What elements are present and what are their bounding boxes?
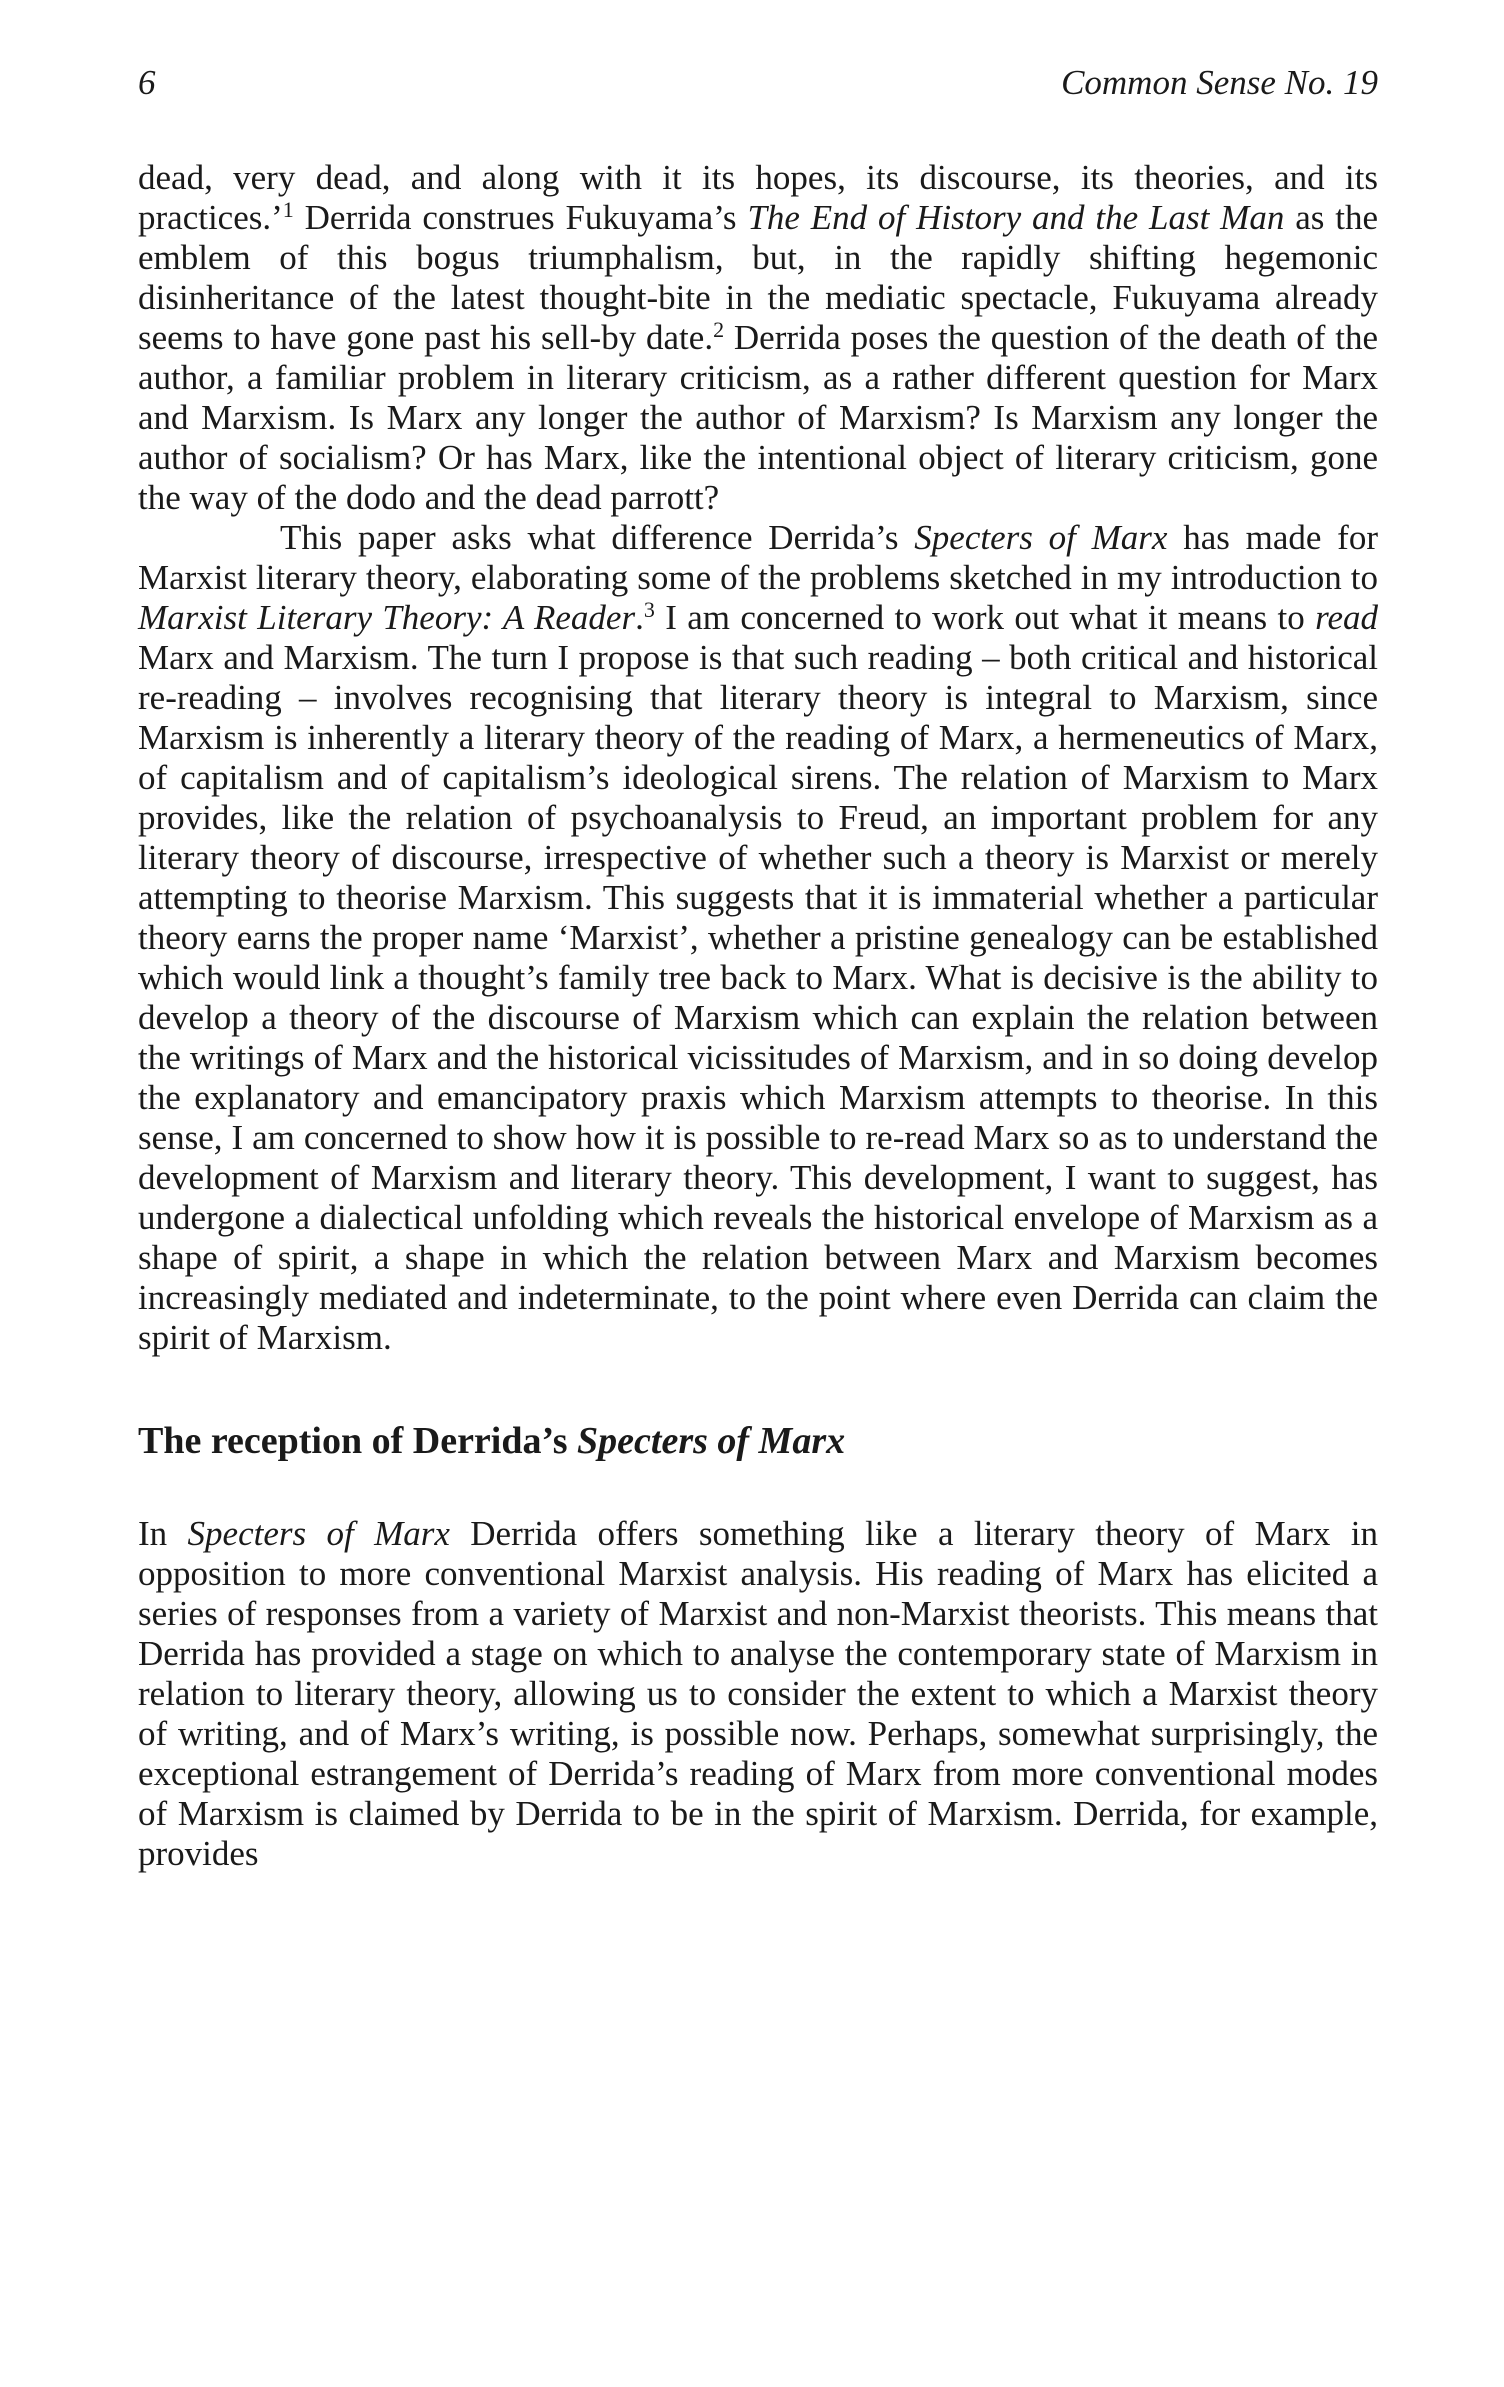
footnote-marker-3: 3 — [643, 597, 655, 622]
text-run: has made for Marxist literary theory, elaborating some of the problems sketched in my introduction to — [138, 518, 1378, 597]
journal-title: Common Sense No. 19 — [1061, 63, 1378, 102]
text-run: This paper asks what difference Derrida’s — [280, 518, 915, 557]
text-run: Derrida poses the question of the death of the author, a familiar problem in literary criticism, as a rather different question for Marx and Marxism. Is Marx any longer the author of Marxism? Is Marxism any longer the author of socialism? Or has Marx, like the intentional object of literary criticism, gone the way of the dodo and the dead parrott? — [138, 318, 1379, 517]
text-run: . — [635, 598, 644, 637]
document-page — [138, 60, 1378, 1874]
book-title: Marxist Literary Theory: A Reader — [138, 598, 636, 637]
text-run: In — [138, 1514, 188, 1553]
paragraph-3 — [138, 1514, 1378, 1874]
emphasis: read — [1315, 598, 1378, 637]
page-number: 6 — [138, 63, 156, 102]
book-title: The End of History and the Last Man — [747, 198, 1285, 237]
text-run: Marx and Marxism. The turn I propose is that such reading – both critical and historical re-reading – involves recognising that literary theory is integral to Marxism, since Marxism is inherently a literary theory of the reading of Marx, a hermeneutics of Marx, of capitalism and of capitalism’s ideological sirens. The relation of Marxism to Marx provides, like the relation of psychoanalysis to Freud, an important problem for any literary theory of discourse, irrespective of whether such a theory is Marxist or merely attempting to theorise Marxism. This suggests that it is immaterial whether a particular theory earns the proper name ‘Marxist’, whether a pristine genealogy can be established which would link a thought’s family tree back to Marx. What is decisive is the ability to develop a theory of the discourse of Marxism which can explain the relation between the writings of Marx and the historical vicissitudes of Marxism, and in so doing develop the explanatory and emancipatory praxis which Marxism attempts to theorise. In this sense, I am concerned to show how it is possible to re-read Marx so as to understand the development of Marxism and literary theory. This development, I want to suggest, has undergone a dialectical unfolding which reveals the historical envelope of Marxism as a shape of spirit, a shape in which the relation between Marx and Marxism becomes increasingly mediated and indeterminate, to the point where even Derrida can claim the spirit of Marxism. — [138, 638, 1378, 1357]
footnote-marker-1: 1 — [282, 197, 294, 222]
running-head — [138, 60, 1378, 106]
text-run: Derrida construes Fukuyama’s — [293, 198, 748, 237]
text-run: as the emblem of this bogus triumphalism, but, in the rapidly shifting hegemonic disinheritance of the latest thought-bite in the mediatic spectacle, Fukuyama already seems to have gone past his sell-by date. — [138, 198, 1378, 357]
paragraph-2 — [138, 518, 1378, 1358]
paragraph-1 — [138, 158, 1378, 518]
text-run: dead, very dead, and along with it its hopes, its discourse, its theories, and its practices.’ — [138, 158, 1378, 237]
heading-book-title: Specters of Marx — [577, 1420, 846, 1462]
book-title: Specters of Marx — [187, 1514, 450, 1553]
section-heading — [138, 1418, 1378, 1464]
text-run: Derrida offers something like a literary theory of Marx in opposition to more conventional Marxist analysis. His reading of Marx has elicited a series of responses from a variety of Marxist and non-Marxist theorists. This means that Derrida has provided a stage on which to analyse the contemporary state of Marxism in relation to literary theory, allowing us to consider the extent to which a Marxist theory of writing, and of Marx’s writing, is possible now. Perhaps, somewhat surprisingly, the exceptional estrangement of Derrida’s reading of Marx from more conventional modes of Marxism is claimed by Derrida to be in the spirit of Marxism. Derrida, for example, provides — [138, 1514, 1378, 1873]
heading-text: The reception of Derrida’s — [138, 1420, 578, 1462]
book-title: Specters of Marx — [914, 518, 1168, 557]
text-run: I am concerned to work out what it means to — [654, 598, 1316, 637]
footnote-marker-2: 2 — [713, 317, 725, 342]
